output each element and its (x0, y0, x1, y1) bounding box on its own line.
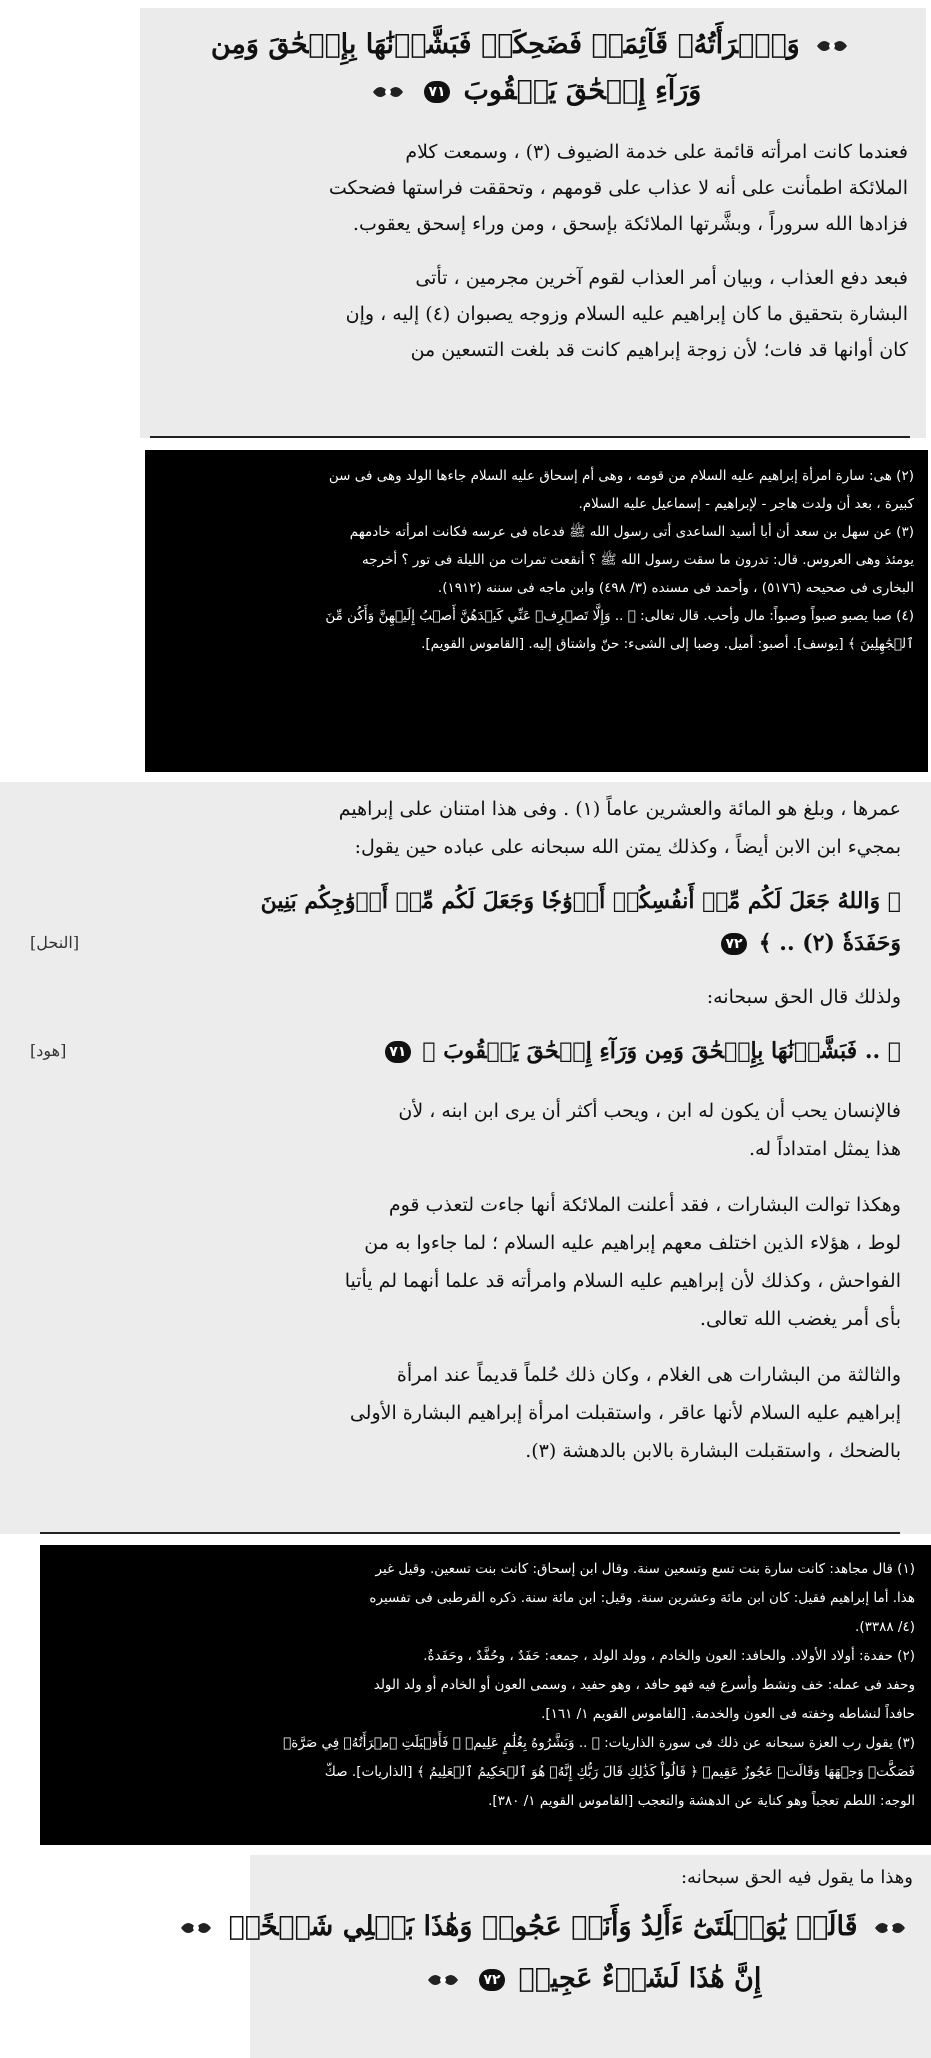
paragraph-line: بأى أمر يغضب الله تعالى. (699, 1308, 901, 1330)
paragraph-line: فزادها الله سروراً ، وبشَّرتها الملائكة بإسحق ، ومن وراء إسحق يعقوب. (352, 213, 908, 235)
footnote-line: هذا. أما إبراهيم فقيل: كان ابن مائة وعشرين سنة. وقيل: ابن مائة سنة. ذكره القرطبى فى تفسيره (369, 1590, 915, 1606)
quote-source: [هود] (30, 1041, 67, 1060)
bottom-paragraph-3 (30, 1356, 901, 1470)
footnote-line: (٣) عن سهل بن سعد أن أبا أسيد الساعدى أتى رسول الله ﷺ فدعاه فى عرسه فكانت امرأته خادمهم (349, 524, 914, 540)
footnote-line: وحفد فى عمله: خف ونشط وأسرع فيه فهو حافد ، وهو حفيد ، وسمى العون أو الخادم أو ولد الولد (373, 1677, 915, 1693)
section-divider (40, 1532, 900, 1534)
bottom-paragraph-2 (30, 1186, 901, 1338)
top-verse (158, 22, 908, 114)
top-paragraph-2 (158, 260, 908, 368)
footnote-line: (٢) هى: سارة امرأة إبراهيم عليه السلام من قومه ، وهى أم إسحاق عليه السلام جاءها الولد وهى فى سن (328, 468, 914, 484)
final-verse-line-2 (268, 1953, 913, 2005)
quote-source: [النحل] (30, 933, 80, 952)
paragraph-line: عمرها ، وبلغ هو المائة والعشرين عاماً (١) . وفى هذا امتنان على إبراهيم (338, 798, 901, 820)
footnote-line: الوجه: اللطم تعجباً وهو كناية عن الدهشة والتعجب [القاموس القويم ١/ ٣٨٠]. (488, 1793, 915, 1809)
footnotes-block-2 (40, 1545, 931, 1845)
paragraph-line: كان أوانها قد فات؛ لأن زوجة إبراهيم كانت قد بلغت التسعين من (410, 339, 908, 361)
paragraph-line: فعندما كانت امرأته قائمة على خدمة الضيوف (٣) ، وسمعت كلام (405, 141, 908, 163)
quote-nahl-line-2 (30, 922, 901, 964)
footnote-line: البخارى فى صحيحه (٥١٧٦) ، وأحمد فى مسنده (٣/ ٤٩٨) وابن ماجه فى سننه (١٩١٢). (437, 580, 914, 596)
final-verse-text-1: قَالَتۡ يَٰوَيۡلَتَىٰٓ ءَأَلِدُ وَأَنَا۠ عَجُوزٞ وَهَٰذَا بَعۡلِي شَيۡخًاۖ (228, 1911, 858, 1942)
intro-final: وهذا ما يقول فيه الحق سبحانه: (680, 1867, 913, 1888)
final-verse (228, 1901, 913, 2005)
footnote-line: فَصَكَّتۡ وَجۡهَهَا وَقَالَتۡ عَجُوزٌ عَقِيمٞ ﴿ قَالُواْ كَذَٰلِكِ قَالَ رَبُّكِ إِنَّهُۥ هُوَ ٱلۡحَكِيمُ ٱلۡعَلِيمُ ﴾ [الذاريات]. صكّ (324, 1764, 915, 1780)
ayah-number-badge: ٧١ (424, 81, 450, 103)
footnote-line: (١) قال مجاهد: كانت سارة بنت تسع وتسعين سنة. وقال ابن إسحاق: كانت بنت تسعين. وقيل غير (375, 1561, 915, 1577)
verse-ornament-icon (179, 1917, 213, 1939)
footnote-line: حافداً لنشاطه وخفته فى العون والخدمة. [القاموس القويم ١/ ١٦١]. (541, 1706, 915, 1722)
final-scan-section (228, 1855, 931, 2058)
ayah-number-badge: ٧٢ (721, 933, 747, 955)
verse-ornament-icon (873, 1917, 907, 1939)
final-verse-text-2: إِنَّ هَٰذَا لَشَيۡءٌ عَجِيبٞ (518, 1963, 762, 1994)
top-paragraph-1 (158, 134, 908, 242)
footnote-line: (٣) يقول رب العزة سبحانه عن ذلك فى سورة الذاريات: ﴿ .. وَبَشَّرُوهُ بِغُلَٰمٍ عَلِيمٖ ﴾ فَأَقۡبَلَتِ ٱمۡرَأَتُهُۥ فِي صَرَّةٖ (283, 1735, 915, 1751)
paragraph-line: هذا يمثل امتداداً له. (749, 1138, 901, 1160)
paragraph-line: البشارة بتحقيق ما كان إبراهيم عليه السلام وزوجه يصبوان (٤) إليه ، وإن (345, 303, 908, 325)
footnote-line: (٤) صبا يصبو صبواً وصبواً: مال وأحب. قال تعالى: ﴿ .. وَإِلَّا تَصۡرِفۡ عَنِّي كَيۡدَهُنَّ أَصۡبُ إِلَيۡهِنَّ وَأَكُن مِّنَ (325, 608, 914, 624)
footnote-line: ٱلۡجَٰهِلِينَ ﴾ [يوسف]. أصبو: أميل. وصبا إلى الشىء: حنّ واشتاق إليه. [القاموس القويم]. (421, 636, 914, 652)
paragraph-line: إبراهيم عليه السلام لأنها عاقر ، واستقبلت امرأة إبراهيم البشارة الأولى (349, 1402, 901, 1424)
footnote-line: (٢) حفدة: أولاد الأولاد. والحافد: العون والخادم ، وولد الولد ، جمعه: حَفَدٌ ، وحُفَّدٌ ، وحَفَدةٌ. (423, 1648, 915, 1664)
top-scan-section (140, 8, 926, 438)
verse-ornament-icon (371, 81, 405, 103)
paragraph-line: والثالثة من البشارات هى الغلام ، وكان ذلك حُلماً قديماً عند امرأة (396, 1364, 901, 1386)
top-verse-line-2 (158, 68, 908, 114)
verse-ornament-icon (815, 35, 849, 57)
paragraph-line: فالإنسان يحب أن يكون له ابن ، ويحب أكثر أن يرى ابن ابنه ، لأن (398, 1100, 901, 1122)
middle-paragraph-1 (30, 790, 901, 866)
bottom-paragraph-1 (30, 1092, 901, 1168)
paragraph-line: الفواحش ، وكذلك لأن إبراهيم عليه السلام وامرأته قد علما أنهما لم يأتيا (344, 1270, 901, 1292)
top-verse-text-1: وَٱمۡرَأَتُهُۥ قَآئِمَةٞ فَضَحِكَتۡ فَبَشَّرۡنَٰهَا بِإِسۡحَٰقَ وَمِن (210, 29, 800, 60)
section-divider (150, 436, 910, 438)
intro-hud: ولذلك قال الحق سبحانه: (706, 986, 901, 1008)
quote-nahl-text-2: وَحَفَدَةٗ (٢) .. ﴾ (758, 930, 901, 956)
paragraph-line: بالضحك ، واستقبلت البشارة بالابن بالدهشة (٣). (525, 1440, 901, 1462)
footnote-line: كبيرة ، بعد أن ولدت هاجر - لإبراهيم - إسماعيل عليه السلام. (578, 496, 914, 512)
paragraph-line: وهكذا توالت البشارات ، فقد أعلنت الملائكة أنها جاءت لتعذب قوم (388, 1194, 901, 1216)
footnote-line: يومئذ وهى العروس. قال: تدرون ما سقت رسول الله ﷺ ؟ أنقعت تمرات من الليلة فى تور ؟ أخرجه (362, 552, 914, 568)
ayah-number-badge: ٧٢ (479, 1969, 505, 1991)
quote-hud-text: ﴿ .. فَبَشَّرۡنَٰهَا بِإِسۡحَٰقَ وَمِن وَرَآءِ إِسۡحَٰقَ يَعۡقُوبَ ﴾ (422, 1038, 901, 1064)
ayah-number-badge: ٧١ (385, 1041, 411, 1063)
quote-nahl (30, 880, 901, 964)
top-verse-text-2: وَرَآءِ إِسۡحَٰقَ يَعۡقُوبَ (463, 75, 702, 106)
top-verse-line-1 (158, 22, 908, 68)
quote-hud (30, 1028, 901, 1074)
verse-ornament-icon (426, 1969, 460, 1991)
middle-scan-section (0, 782, 931, 1534)
footnote-line: (٤/ ٣٣٨٨). (855, 1619, 915, 1635)
footnotes-block-1 (145, 450, 928, 772)
paragraph-line: بمجيء ابن الابن أيضاً ، وكذلك يمتن الله سبحانه على عباده حين يقول: (354, 836, 901, 858)
final-verse-line-1 (228, 1901, 913, 1953)
paragraph-line: فبعد دفع العذاب ، وبيان أمر العذاب لقوم آخرين مجرمين ، تأتى (415, 267, 908, 289)
paragraph-line: لوط ، هؤلاء الذين اختلف معهم إبراهيم عليه السلام ؛ لما جاءوا به من (364, 1232, 901, 1254)
quote-nahl-line-1: ﴿ وَاللهُ جَعَلَ لَكُم مِّنۡ أَنفُسِكُمۡ أَزۡوَٰجٗا وَجَعَلَ لَكُم مِّنۡ أَزۡوَٰجِكُم بَنِينَ (260, 888, 901, 914)
paragraph-line: الملائكة اطمأنت على أنه لا عذاب على قومهم ، وتحققت فراستها فضحكت (328, 177, 908, 199)
